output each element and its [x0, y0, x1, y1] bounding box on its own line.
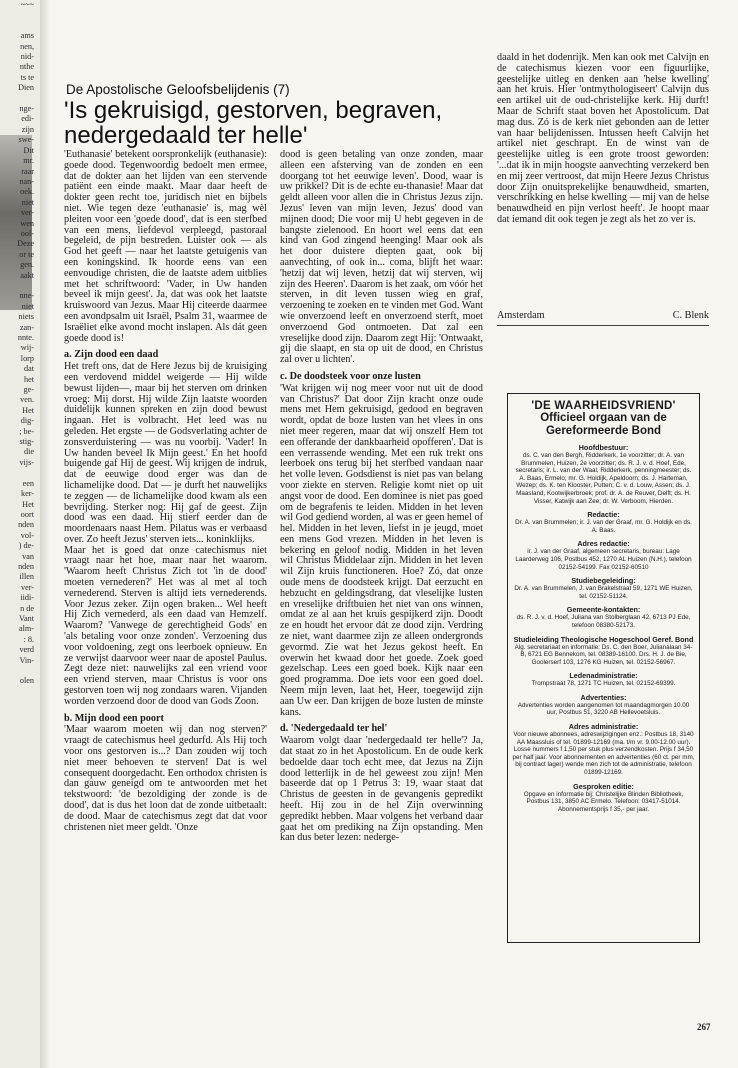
- signoff-place: Amsterdam: [497, 310, 545, 321]
- masthead-block: [512, 510, 695, 534]
- masthead-block-heading: Gesproken editie:: [573, 781, 634, 791]
- page-number: 267: [697, 1022, 711, 1032]
- masthead-box: [507, 393, 700, 943]
- masthead-subtitle: Officieel orgaan van de Gereformeerde Bond: [540, 412, 667, 437]
- paragraph-a: Het treft ons, dat de Here Jezus bij de kruisiging een verdovend middel weigerde — Hij wilde bewust lijden—, maar bij het sterven om drinken vroeg: Mij dorst. Hij wilde Zijn laatste woorden duidelijk kunnen spreken en zijn dood bewust ingaan. Het is volbracht. Het leed was nu geleden. Het ergste — de Godsverlating achter de zonsverduistering — was nu voorbij. 'Vader! In Uw handen beveel Ik Mijn geest.' En het hoofd buigende gaf Hij de geest. Wij krijgen de indruk, dat de eeuwige dood erger was dan de lichamelijke dood. Dat — je durft het nauwelijks te zeggen — de lichamelijke dood kwam als een bevrijding. Sterker nog: Hij gaf de geest. Zijn dood was een daad. Hij stierf eerder dan de moordenaars naast Hem. Pilatus was er verbaasd over. Zo heeft Jezus' sterven iets... koninklijks.: [64, 361, 267, 545]
- paragraph-c: 'Wat krijgen wij nog meer voor nut uit de dood van Christus?' Dat door Zijn kracht onze oude mens met Hem gekruisigd, gedood en begraven wordt, opdat de boze lusten van het vlees in ons niet meer regeren, maar dat wij onszelf Hem tot een offerande der dankbaarheid opofferen'. Dat is een verrassende wending. Met een ruk trekt ons leerboek ons terug bij het sterfbed vandaan naar het volle leven. Godsdienst is niet pas van belang voor ziekte en sterven. Religie komt niet op uit angst voor de dood. Een dominee is niet pas goed om de begrafenis te leiden. Midden in het leven wil God gediend worden, al was er geen hemel of hel. Midden in het leven, liefst in je jeugd, moet een mens God vrezen. Midden in het leven is bekering en geloof nodig. Midden in het leven wil Christus Middelaar zijn. Midden in het leven wil Zijn kruis functioneren. Hoe? Zó, dat onze oude mens de doodsteek krijgt. Dat eerzucht en hebzucht en geldingsdrang, dat vleselijke lusten en vreselijke driftbuien het niet van ons winnen, omdat ze al aan het kruis gespijkerd zijn. Doodt ze en houdt het ervoor dát ze dood zijn. Verdring ze niet, want daarmee zijn ze alleen ondergronds gevormd. Zie wat het Jezus gekost heeft. En overwin het kwaad door het goede. Zoek goed gezelschap. Lees een goed boek. Kijk naar een goed programma. Doe iets voor een goed doel. Neem mijn leven, laat het, Heer, toegewijd zijn aan Uw eer. Dan krijgen de boze lusten de minste kans.: [280, 382, 483, 718]
- masthead-block-heading: Redactie:: [587, 510, 620, 520]
- masthead-block: [512, 576, 695, 600]
- masthead-block-body: Opgave en informatie bij: Christelijke Blinden Bibliotheek, Postbus 131, 3850 AC Ermelo. Telefoon: 03417-51014. Abonnementsprijs f 35,- per jaar.: [523, 790, 684, 813]
- masthead-block-heading: Studieleiding Theologische Hogeschool Geref. Bond: [513, 634, 694, 644]
- paragraph-b: 'Maar waarom moeten wij dan nog sterven?' vraagt de catechismus heel gedurfd. Als Hij toch voor ons gestorven is...? Dan zouden wij toch niet meer behoeven te sterven! Dat is wel consequent doorgedacht. Een orthodox christen is dan gauw geneigd om te antwoorden met het tekstwoord: 'de bezoldiging der zonde is de dood', dat is dus het loon dat de zonde uitbetaalt: de dood. Maar de catechismus zegt dat dat voor christenen niet meer geldt. 'Onze: [64, 724, 267, 833]
- signoff-author: C. Blenk: [672, 310, 709, 321]
- masthead-block: [512, 671, 695, 688]
- masthead-block-body: Trompstraat 78, 1271 TC Huizen, tel. 02152-69399.: [531, 680, 676, 688]
- article-column-2: [280, 150, 483, 1030]
- section-heading-d: d. 'Nedergedaald ter hel': [280, 723, 388, 735]
- masthead-block-heading: Adres administratie:: [568, 722, 639, 732]
- masthead-block: [512, 539, 695, 571]
- masthead-block-heading: Ledenadministratie:: [569, 671, 638, 681]
- column-rule: [497, 325, 709, 326]
- page-gutter: [40, 0, 50, 1068]
- masthead-block-body: ir. J. van der Graaf, algemeen secretaris, bureau: Lage Laarderweg 106, Postbus 452, 1270 AL Huizen (N.H.), telefoon 02152-54199. Fax 02152-60510: [515, 548, 692, 571]
- previous-page-edge: [0, 0, 40, 1068]
- previous-page-text: ~~~ ams nen, nid- nthe ts te Dien nge- edi- zijn swe- Dit mr. raar nan- oek. niet ver- wen ool- Deze or te gen. aakt nne- niet niets zan- nnte. wij- lorp dat het ge- ven. Het dig- ; be- stig- die vijs- een ker- Het oort nden vol- ) de- van nden illen ver- iidi- n de Vant alm- : 8. verd Vin- olen: [17, 0, 34, 686]
- masthead-block: [512, 722, 695, 777]
- masthead-block-body: ds. R. J. v. d. Hoef, Juliana van Stolberglaan 42, 6713 PJ Ede, telefoon 08380-52173.: [516, 614, 691, 629]
- article-signoff: [497, 310, 709, 321]
- section-heading-b: b. Mijn dood een poort: [64, 712, 164, 724]
- masthead-block-body: ds. C. van den Bergh, Ridderkerk, 1e voorzitter; dr. A. van Brummelen, Huizen, 2e voorzitter; ds. R. J. v. d. Hoef, Ede, secretaris; ir. L. van der Waal, Ridderkerk, penningmeester; ds. A. Baas, Ermelo; mr. G. Holdijk, Apeldoorn; ds. J. Harteman, Wezep; ds. K. ten Klooster, Putten; C. v. d. Louw, Assen; ds. J. Maasland, Kootwijkerbroek; prof. dr. A. de Reuver, Delft; ds. H. Visser, Katwijk aan Zee; dr. W. Verboom, Hierden.: [515, 452, 692, 505]
- masthead-block-body: Voor nieuwe abonnees, adreswijzigingen enz.: Postbus 18, 3140 AA Maassluis of tel. 01899-12169 (ma. t/m vr. 9.00-12.00 uur). Losse nummers f 1,50 per stuk plus verzendkosten. Prijs f 34,50 per half jaar. Voor abonnementen en advertenties (60 ct. per mm, bij contract lager) wende men zich tot de administratie, telefoon 01899-12169.: [512, 731, 695, 777]
- masthead-blocks: [512, 443, 695, 813]
- paragraph-d-continued: daald in het dodenrijk. Men kan ook met Calvijn en de catechismus kiezen voor een figuurlijke, geestelijke uitleg en denken aan 'helse kwelling' aan het kruis. Hier 'ontmythologiseert' Calvijn dus een artikel uit de oud-christelijke kerk. Hij durft! Maar de Schrift staat boven het Apostolicum. Dat mag dus. Zó is de kerk niet gebonden aan de letter van haar belijdenissen. Intussen heeft Calvijn het artikel niet geschrapt. En de winst van de geestelijke uitleg is een grote troost geworden: '...dat ik in mijn hoogste aanvechting verzekerd ben en mij zeer vertroost, dat mijn Heere Jezus Christus door Zijn onuitsprekelijke benauwdheid, smarten, verschrikking en helse kwelling — mij van de helse benauwdheid en pijn verlost heeft'. Je hoopt maar dat iemand dit ook tegen je zegt als het zo ver is.: [497, 53, 709, 225]
- masthead-block-body: Dr. A. van Brummelen; ir. J. van der Graaf, mr. G. Holdijk en ds. A. Baas.: [515, 519, 692, 534]
- paragraph-b-continued: dood is geen betaling van onze zonden, maar alleen een afsterving van de zonden en een doorgang tot het eeuwige leven'. Dood, waar is uw prikkel? Dit is de echte eu-thanasie! Maar dat geldt alleen voor allen die in Christus Jezus zijn. Jezus' leven van mijn leven, Jezus' dood van mijnen dood; Die voor mij U hebt gegeven in de bangste zielenood. En hoort wel eens dat een kind van God zingend heenging! Maar ook als het door duistere diepten gaat, ook bij aanvechting, of ook in... coma, blijft het waar: 'hetzij dat wij leven, hetzij dat wij sterven, wij zijn des Heeren'. Daarom is het zaak, om vóór het sterven, in dit leven tussen wieg en graf, verzoening te zoeken en te vinden met God. Want wie onverzoend leeft en onverzoend sterft, moet onverzoend God ontmoeten. Dat zal een vreselijke dood zijn. Daarom zegt Hij: 'Ontwaakt, gij die slaapt, en sta op uit de dood, en Christus zal over u lichten'.: [280, 150, 483, 366]
- masthead-block-heading: Adres redactie:: [577, 539, 630, 549]
- masthead-block: [512, 693, 695, 717]
- article-column-3: [497, 53, 709, 313]
- masthead-block-heading: Advertenties:: [580, 692, 627, 702]
- masthead-block-heading: Studiebegeleiding:: [571, 576, 636, 586]
- masthead-block: [512, 605, 695, 629]
- paragraph-d: Waarom volgt daar 'nedergedaald ter helle'? Ja, dat staat zo in het Apostolicum. En de oude kerk bedoelde daar toch echt mee, dat Jezus na Zijn dood letterlijk in de hel geweest zou zijn! Men baseerde dat op 1 Petrus 3: 19, waar staat dat Christus de geesten in de gevangenis gepredikt heeft. Hij zou in de hel Zijn overwinning gepredikt hebben. Maar volgens het verband daar gaat het om prediking na Zijn opstanding. Men kan dus beter lezen: nederge-: [280, 735, 483, 844]
- masthead-block: [512, 443, 695, 505]
- masthead-block-heading: Hoofdbestuur:: [578, 443, 629, 452]
- section-heading-c: c. De doodsteek voor onze lusten: [280, 370, 421, 382]
- section-heading-a: a. Zijn dood een daad: [64, 349, 159, 361]
- article-headline: 'Is gekruisigd, gestorven, begraven, nedergedaald ter helle': [64, 97, 443, 149]
- masthead-title: 'DE WAARHEIDSVRIEND': [531, 400, 676, 412]
- article-column-1: [64, 150, 267, 1030]
- masthead-block: [512, 635, 695, 667]
- masthead-block: [512, 782, 695, 814]
- masthead-block-heading: Gemeente-kontakten:: [566, 605, 641, 615]
- masthead-block-body: Alg. secretariaat en informatie: Ds. C. den Boer, Julianalaan 34-B, 6721 EG Bennekom, tel. 08389-16100. Drs. H. J. de Bie, Goolerserf 103, 1276 KG Huizen, tel. 02152-56967.: [514, 643, 693, 666]
- series-kicker: De Apostolische Geloofsbelijdenis (7): [66, 82, 290, 97]
- masthead-block-body: Dr. A. van Brummelen, J. van Brakelstraat 59, 1271 WE Huizen, tel. 02152-51124.: [514, 585, 693, 600]
- masthead-block-body: Advertenties worden aangenomen tot maandagmorgen 10.00 uur, Postbus 51, 3220 AB Hellevoetsluis.: [517, 701, 690, 717]
- intro-paragraph: 'Euthanasie' betekent oorspronkelijk (euthanasie): goede dood. Tegenwoordig bedoelt men ermee, dat de dokter aan het lijden van een stervende patiënt een einde maakt. Maar daar heeft de dokter geen recht toe, juridisch niet en bijbels niet. Wie tegen deze 'euthanasie' is, mag wèl pleiten voor een 'goede dood', dat is een sterfbed van een mens, liefdevol verpleegd, pastoraal begeleid, de pijn bestreden. Luister ook — als God het geeft — naar het laatste getuigenis van een koningskind. Ik hoorde eens van een eenvoudige christen, die de laatste adem uitblies met het schriftwoord: 'Vader, in Uw handen beveel ik mijn geest'. Ja, dat was ook het laatste kruiswoord van Jezus. Maar Hij citeerde daarmee een avondpsalm uit Israël, Psalm 31, waarmee de Israëliet elke avond mocht inslapen. Als dát geen goede dood is!: [64, 150, 267, 344]
- paragraph-a2: Maar het is goed dat onze catechismus niet vraagt naar het hoe, maar naar het waarom. 'Waarom heeft Christus Zich tot 'in de dood' moeten vernederen?' Het was al met al toch vernederend. Sterven is altijd iets vernederends. Voor Jezus zeker. Zijn ogen braken... Wel heeft Hij Zich vernederd, als een daad van Hemzelf. Waarom? 'Vanwege de gerechtigheid Gods' en 'als betaling voor onze zonden'. Verzoening dus voor voldoening, zegt ons leerboek opnieuw. En ze verwijst daarvoor weer naar de apostel Paulus. Zegt deze niet: nauwelijks zal een vriend voor een vriend sterven, maar Christus is voor ons gestorven toen wij nog zondaars waren. Vijanden worden verzoend door de dood van Gods Zoon.: [64, 544, 267, 707]
